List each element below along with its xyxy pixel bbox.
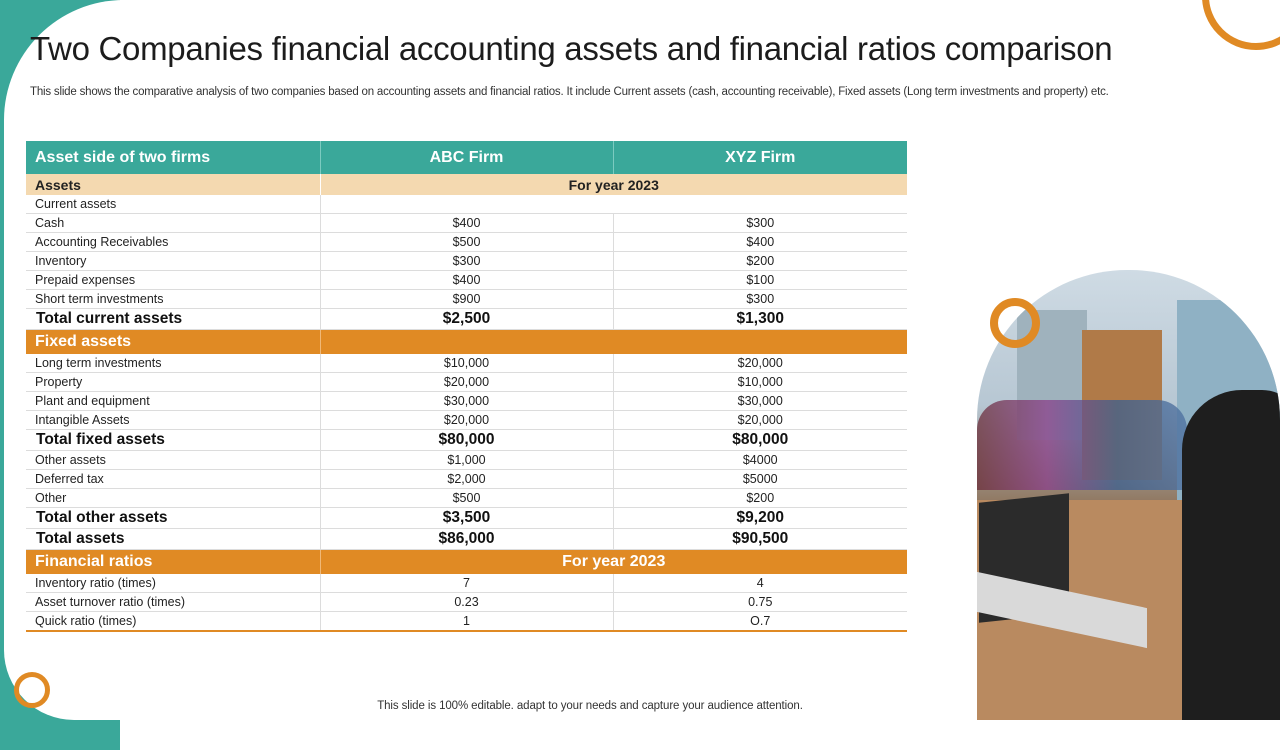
- xyz-value: $200: [613, 252, 907, 271]
- total-fixed-assets-row: [26, 430, 907, 451]
- abc-value: $300: [320, 252, 613, 271]
- row-label: Accounting Receivables: [26, 233, 320, 252]
- assets-year-row: [26, 174, 907, 195]
- total-other-assets-row: [26, 508, 907, 529]
- abc-value: $20,000: [320, 411, 613, 430]
- table-row: [26, 392, 907, 411]
- header-asset-side: Asset side of two firms: [26, 141, 320, 174]
- table-row: [26, 593, 907, 612]
- abc-value: $500: [320, 233, 613, 252]
- table-row: [26, 411, 907, 430]
- page-title: Two Companies financial accounting assets and financial ratios comparison: [30, 30, 1113, 67]
- xyz-value: $9,200: [613, 508, 907, 529]
- empty-cell: [320, 195, 907, 214]
- empty-cell: [320, 330, 907, 355]
- xyz-value: $100: [613, 271, 907, 290]
- row-label: Deferred tax: [26, 470, 320, 489]
- row-label: Total assets: [26, 529, 320, 550]
- assets-label: Assets: [26, 174, 320, 195]
- xyz-value: 4: [613, 574, 907, 593]
- abc-value: $900: [320, 290, 613, 309]
- assets-year: For year 2023: [320, 174, 907, 195]
- row-label: Other assets: [26, 451, 320, 470]
- xyz-value: $300: [613, 290, 907, 309]
- table-row: [26, 470, 907, 489]
- abc-value: $2,000: [320, 470, 613, 489]
- row-label: Total current assets: [26, 309, 320, 330]
- row-label: Quick ratio (times): [26, 612, 320, 632]
- table-row: [26, 290, 907, 309]
- footer-text: This slide is 100% editable. adapt to your needs and capture your audience attention.: [377, 700, 803, 712]
- total-current-assets-row: [26, 309, 907, 330]
- abc-value: $3,500: [320, 508, 613, 529]
- photo-presenter: [1182, 390, 1280, 720]
- header-xyz-firm: XYZ Firm: [613, 141, 907, 174]
- xyz-value: $30,000: [613, 392, 907, 411]
- abc-value: $10,000: [320, 354, 613, 373]
- row-label: Cash: [26, 214, 320, 233]
- table-header-row: [26, 141, 907, 174]
- row-label: Property: [26, 373, 320, 392]
- footer-note: [0, 700, 1280, 712]
- abc-value: $86,000: [320, 529, 613, 550]
- xyz-value: $1,300: [613, 309, 907, 330]
- orange-ring-photo: [990, 298, 1040, 348]
- xyz-value: $80,000: [613, 430, 907, 451]
- photo-attendees: [977, 400, 1187, 490]
- xyz-value: O.7: [613, 612, 907, 632]
- row-label: Long term investments: [26, 354, 320, 373]
- xyz-value: $20,000: [613, 354, 907, 373]
- xyz-value: $10,000: [613, 373, 907, 392]
- xyz-value: $4000: [613, 451, 907, 470]
- current-assets-label: Current assets: [26, 195, 320, 214]
- row-label: Total fixed assets: [26, 430, 320, 451]
- row-label: Short term investments: [26, 290, 320, 309]
- abc-value: $400: [320, 271, 613, 290]
- abc-value: 7: [320, 574, 613, 593]
- financial-ratios-label: Financial ratios: [26, 550, 320, 575]
- table-row: [26, 373, 907, 392]
- row-label: Other: [26, 489, 320, 508]
- row-label: Asset turnover ratio (times): [26, 593, 320, 612]
- xyz-value: 0.75: [613, 593, 907, 612]
- financial-ratios-section-row: [26, 550, 907, 575]
- xyz-value: $20,000: [613, 411, 907, 430]
- abc-value: $2,500: [320, 309, 613, 330]
- row-label: Total other assets: [26, 508, 320, 529]
- table-row: [26, 233, 907, 252]
- current-assets-label-row: [26, 195, 907, 214]
- row-label: Inventory ratio (times): [26, 574, 320, 593]
- xyz-value: $5000: [613, 470, 907, 489]
- ratios-year: For year 2023: [320, 550, 907, 575]
- fixed-assets-label: Fixed assets: [26, 330, 320, 355]
- xyz-value: $200: [613, 489, 907, 508]
- xyz-value: $400: [613, 233, 907, 252]
- abc-value: $20,000: [320, 373, 613, 392]
- table-row: [26, 574, 907, 593]
- page-subtitle: This slide shows the comparative analysis of two companies based on accounting assets and financial ratios. It include Current assets (cash, accounting receivable), Fixed assets (Long term investments and property) etc.: [30, 86, 1109, 98]
- row-label: Inventory: [26, 252, 320, 271]
- table-row: [26, 214, 907, 233]
- abc-value: 1: [320, 612, 613, 632]
- xyz-value: $90,500: [613, 529, 907, 550]
- abc-value: 0.23: [320, 593, 613, 612]
- abc-value: $400: [320, 214, 613, 233]
- table-row: [26, 612, 907, 632]
- row-label: Prepaid expenses: [26, 271, 320, 290]
- comparison-table: [26, 141, 907, 632]
- abc-value: $1,000: [320, 451, 613, 470]
- table-row: [26, 489, 907, 508]
- header-abc-firm: ABC Firm: [320, 141, 613, 174]
- row-label: Plant and equipment: [26, 392, 320, 411]
- xyz-value: $300: [613, 214, 907, 233]
- table-row: [26, 271, 907, 290]
- abc-value: $30,000: [320, 392, 613, 411]
- total-assets-row: [26, 529, 907, 550]
- abc-value: $500: [320, 489, 613, 508]
- table-row: [26, 252, 907, 271]
- table-row: [26, 451, 907, 470]
- row-label: Intangible Assets: [26, 411, 320, 430]
- table-row: [26, 354, 907, 373]
- fixed-assets-section-row: [26, 330, 907, 355]
- abc-value: $80,000: [320, 430, 613, 451]
